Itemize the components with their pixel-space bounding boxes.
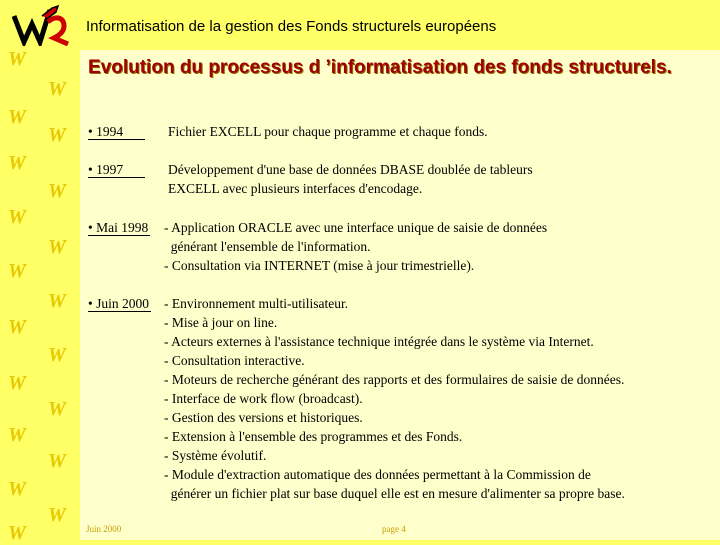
entry-date: • Juin 2000	[88, 296, 149, 311]
w-mark-icon: W	[8, 522, 26, 544]
entry-line: - Moteurs de recherche générant des rapports et des formulaires de saisie de données.	[164, 372, 625, 387]
w-mark-icon: W	[48, 124, 66, 146]
w-mark-icon: W	[8, 478, 26, 500]
entry-date: • Mai 1998	[88, 220, 149, 235]
w-mark-icon: W	[48, 290, 66, 312]
w-mark-icon: W	[8, 316, 26, 338]
entry-line: - Système évolutif.	[164, 448, 267, 463]
entry-line: - Consultation via INTERNET (mise à jour trimestrielle).	[164, 258, 475, 273]
entry-line: Fichier EXCELL pour chaque programme et chaque fonds.	[168, 124, 488, 139]
entry-line: générant l'ensemble de l'information.	[164, 239, 371, 254]
w-mark-icon: W	[8, 206, 26, 228]
entry-line: - Environnement multi-utilisateur.	[164, 296, 349, 311]
entry-line: - Interface de work flow (broadcast).	[164, 391, 363, 406]
w-mark-icon: W	[48, 450, 66, 472]
entry-line: - Application ORACLE avec une interface unique de saisie de données	[164, 220, 548, 235]
w-mark-icon: W	[8, 152, 26, 174]
sidebar-pattern	[0, 0, 80, 544]
entry-line: - Consultation interactive.	[164, 353, 305, 368]
footer-date: Juin 2000	[86, 524, 122, 534]
footer-page-number: page 4	[382, 524, 406, 534]
w-mark-icon: W	[8, 372, 26, 394]
entry-line: - Gestion des versions et historiques.	[164, 410, 363, 425]
header-title: Informatisation de la gestion des Fonds structurels européens	[86, 18, 497, 35]
w-mark-icon: W	[48, 344, 66, 366]
entry-line: - Extension à l'ensemble des programmes et des Fonds.	[164, 429, 463, 444]
entry-date: • 1997	[88, 160, 145, 179]
w-mark-icon: W	[48, 504, 66, 526]
entry-line: - Module d'extraction automatique des données permettant à la Commission de	[164, 467, 591, 482]
entry-line: EXCELL avec plusieurs interfaces d'encodage.	[168, 181, 423, 196]
entry-line: - Acteurs externes à l'assistance technique intégrée dans le système via Internet.	[164, 334, 594, 349]
w-mark-icon: W	[48, 78, 66, 100]
entry-date: • 1994	[88, 122, 145, 141]
w-mark-icon: W	[8, 260, 26, 282]
entry-line: générer un fichier plat sur base duquel elle est en mesure d'alimenter sa propre base.	[164, 486, 625, 501]
w-mark-icon: W	[8, 48, 26, 70]
w-mark-icon: W	[8, 424, 26, 446]
w-mark-icon: W	[48, 398, 66, 420]
logo-mark	[12, 2, 72, 46]
entry-line: Développement d'une base de données DBASE doublée de tableurs	[168, 162, 533, 177]
w-mark-icon: W	[8, 106, 26, 128]
slide-title: Evolution du processus d ’informatisation des fonds structurels.	[88, 57, 672, 78]
w-mark-icon: W	[48, 236, 66, 258]
entry-line: - Mise à jour on line.	[164, 315, 278, 330]
w-mark-icon: W	[48, 180, 66, 202]
